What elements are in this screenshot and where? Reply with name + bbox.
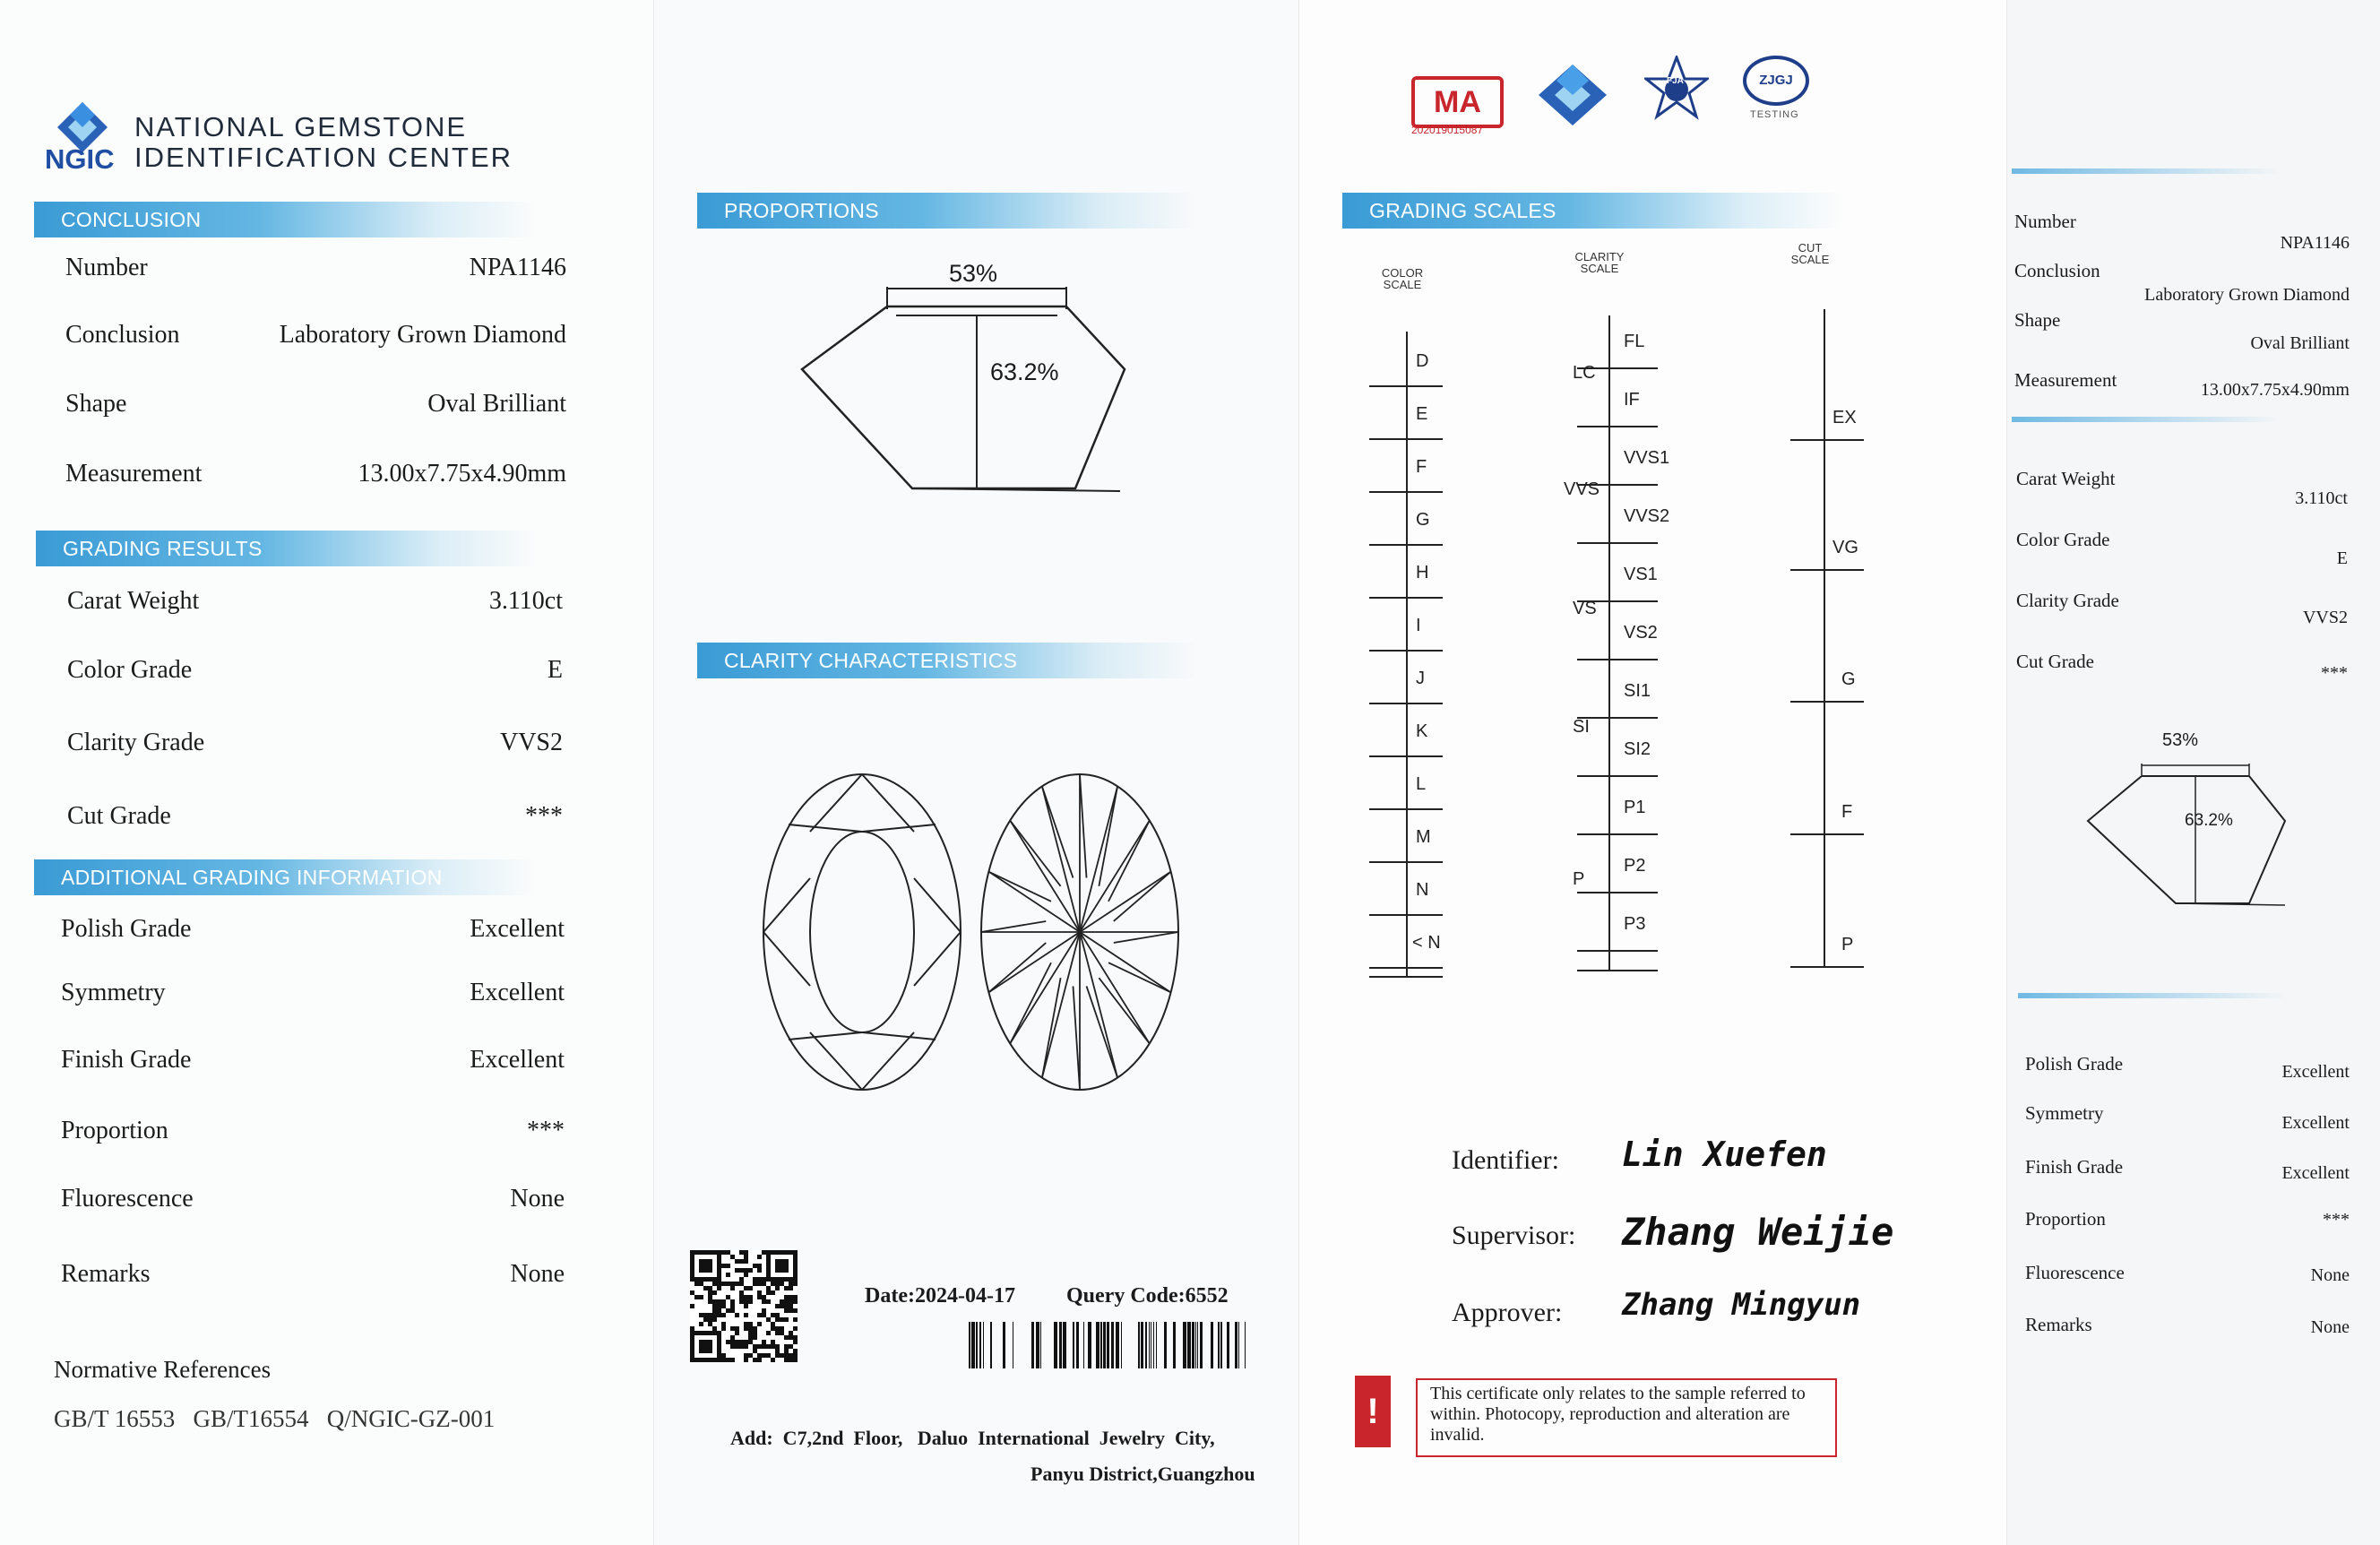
field-value: 3.110ct [488, 587, 563, 615]
color-scale-tick [1369, 967, 1443, 969]
summary-field-value: None [2310, 1265, 2350, 1285]
summary-field-value: None [2310, 1317, 2350, 1337]
report-date: Date:2024-04-17 [865, 1284, 1015, 1308]
cut-scale-tick [1790, 439, 1864, 441]
summary-table-percentage: 53% [2160, 730, 2201, 751]
field-value: E [547, 656, 563, 684]
field-label: Fluorescence [61, 1185, 194, 1213]
summary-field-value: E [2336, 548, 2348, 568]
color-scale-tick [1369, 914, 1443, 916]
barcode-icon [963, 1322, 1250, 1368]
clarity-grade-label: VVS2 [1624, 506, 1670, 526]
report-panel-scales [1299, 0, 2007, 1545]
field-label: Polish Grade [61, 915, 192, 943]
field-label: Carat Weight [67, 587, 200, 615]
field-value: Excellent [470, 915, 565, 943]
clarity-scale-tick [1577, 775, 1658, 777]
clarity-grade-label: VS2 [1624, 623, 1658, 643]
summary-field-label: Symmetry [2025, 1102, 2104, 1124]
cut-scale-tick [1790, 833, 1864, 835]
color-grade-label: F [1416, 457, 1427, 477]
section-conclusion: CONCLUSION [34, 202, 536, 237]
summary-field-value: *** [2321, 663, 2348, 683]
clarity-scale-tick [1577, 970, 1658, 971]
clarity-grade-label: IF [1624, 390, 1640, 410]
color-scale-axis [1406, 332, 1408, 977]
color-scale-tick [1369, 861, 1443, 863]
disclaimer-text: This certificate only relates to the sample referred to within. Photocopy, reproduction and alteration are invalid. [1416, 1378, 1837, 1457]
clarity-group-label: VS [1573, 599, 1597, 618]
summary-divider-top [2012, 168, 2281, 174]
fja-star-badge-icon [1644, 56, 1709, 120]
summary-field-value: Excellent [2281, 1113, 2350, 1133]
color-scale-tick [1369, 650, 1443, 652]
field-label: Proportion [61, 1117, 168, 1144]
summary-field-label: Fluorescence [2025, 1262, 2125, 1283]
cut-grade-label: G [1841, 669, 1856, 689]
clarity-group-label: SI [1573, 717, 1590, 737]
report-panel-main [0, 0, 654, 1545]
section-clarity-characteristics: CLARITY CHARACTERISTICS [697, 643, 1199, 678]
signature-role-label: Supervisor: [1452, 1221, 1576, 1250]
signature-name: Zhang Mingyun [1622, 1287, 1861, 1323]
clarity-scale-tick [1577, 950, 1658, 952]
section-grading-scales: GRADING SCALES [1342, 193, 1844, 229]
qr-code-icon[interactable] [690, 1250, 798, 1362]
org-name-line1: NATIONAL GEMSTONE [134, 111, 468, 142]
field-value: *** [527, 1117, 565, 1144]
cut-scale-tick [1790, 701, 1864, 703]
field-value: None [510, 1185, 565, 1213]
cut-grade-label: EX [1832, 408, 1857, 427]
color-scale-tick [1369, 808, 1443, 810]
clarity-grade-label: VVS1 [1624, 448, 1670, 468]
color-scale-tick [1369, 438, 1443, 440]
field-label: Clarity Grade [67, 729, 205, 756]
color-scale-tick [1369, 755, 1443, 757]
field-value: VVS2 [499, 729, 563, 756]
address-line-1: Add: C7,2nd Floor, Daluo International Jewelry City, [730, 1427, 1215, 1449]
cut-scale-axis [1824, 309, 1825, 968]
field-value: Oval Brilliant [427, 390, 566, 418]
field-label: Shape [65, 390, 127, 418]
report-panel-summary [2007, 0, 2380, 1545]
clarity-grade-label: P2 [1624, 856, 1646, 876]
summary-field-label: Cut Grade [2016, 651, 2094, 672]
color-scale-tick [1369, 976, 1443, 978]
summary-field-value: VVS2 [2302, 608, 2348, 627]
cut-grade-label: VG [1832, 538, 1858, 557]
clarity-scale-tick [1577, 542, 1658, 544]
proportions-diagram [762, 269, 1138, 502]
signature-role-label: Identifier: [1452, 1145, 1559, 1175]
color-scale-title: COLOR SCALE [1381, 266, 1424, 291]
normative-references-title: Normative References [54, 1356, 272, 1383]
section-proportions: PROPORTIONS [697, 193, 1199, 229]
clarity-grade-label: SI2 [1624, 739, 1651, 759]
summary-depth-percentage: 63.2% [2185, 811, 2233, 830]
ngic-diamond-badge-icon [1537, 63, 1608, 127]
cut-grade-label: P [1841, 935, 1854, 954]
zjgj-subtitle: TESTING [1750, 109, 1799, 120]
cma-badge-icon: MA [1411, 76, 1504, 128]
summary-field-value: Excellent [2281, 1163, 2350, 1183]
field-label: Cut Grade [67, 802, 171, 830]
cut-scale-tick [1790, 966, 1864, 968]
summary-field-label: Clarity Grade [2016, 590, 2119, 611]
signature-role-label: Approver: [1452, 1298, 1563, 1327]
field-value: Excellent [470, 979, 565, 1006]
clarity-scale-axis [1608, 315, 1610, 970]
summary-field-label: Carat Weight [2016, 468, 2116, 489]
summary-divider-bottom [2018, 993, 2287, 998]
clarity-grade-label: P3 [1624, 914, 1646, 934]
clarity-group-label: LC [1573, 363, 1596, 383]
summary-divider-mid [2012, 417, 2281, 422]
logo-text: NGIC [45, 143, 115, 175]
summary-field-label: Shape [2014, 309, 2061, 331]
summary-field-label: Polish Grade [2025, 1053, 2124, 1075]
color-grade-label: E [1416, 404, 1428, 424]
clarity-grade-label: FL [1624, 332, 1645, 351]
field-label: Finish Grade [61, 1046, 192, 1074]
field-value: NPA1146 [469, 254, 566, 281]
field-label: Conclusion [65, 321, 180, 349]
field-value: *** [525, 802, 563, 830]
table-percentage: 53% [945, 260, 1001, 288]
summary-field-label: Remarks [2025, 1314, 2092, 1335]
clarity-scale-tick [1577, 892, 1658, 893]
field-value: Excellent [470, 1046, 565, 1074]
section-additional-grading: ADDITIONAL GRADING INFORMATION [34, 859, 536, 895]
report-panel-diagrams [654, 0, 1299, 1545]
color-grade-label: N [1416, 880, 1429, 900]
clarity-group-label: P [1573, 869, 1585, 889]
color-grade-label: G [1416, 510, 1430, 530]
summary-field-value: 3.110ct [2295, 488, 2348, 508]
signature-name: Zhang Weijie [1622, 1210, 1894, 1254]
summary-field-value: 13.00x7.75x4.90mm [2200, 380, 2350, 400]
color-grade-label: H [1416, 563, 1429, 583]
color-grade-label: < N [1412, 933, 1441, 953]
summary-field-value: Oval Brilliant [2250, 333, 2350, 353]
summary-field-label: Proportion [2025, 1208, 2106, 1230]
section-grading-results: GRADING RESULTS [36, 531, 538, 566]
color-scale-tick [1369, 491, 1443, 493]
cut-grade-label: F [1841, 802, 1853, 822]
signature-name: Lin Xuefen [1622, 1135, 1827, 1174]
zjgj-badge-icon: ZJGJ [1743, 56, 1809, 106]
field-label: Color Grade [67, 656, 193, 684]
field-value: 13.00x7.75x4.90mm [358, 460, 566, 488]
depth-percentage: 63.2% [990, 358, 1059, 385]
summary-field-label: Color Grade [2016, 529, 2110, 550]
field-value: Laboratory Grown Diamond [279, 321, 566, 349]
cut-scale-tick [1790, 569, 1864, 571]
summary-field-label: Conclusion [2014, 260, 2100, 281]
summary-field-label: Number [2014, 211, 2076, 232]
summary-field-label: Finish Grade [2025, 1156, 2124, 1178]
summary-field-value: *** [2323, 1210, 2350, 1230]
org-name-line2: IDENTIFICATION CENTER [134, 142, 513, 173]
normative-references-list: GB/T 16553 GB/T16554 Q/NGIC-GZ-001 [54, 1405, 496, 1432]
summary-field-value: Excellent [2281, 1062, 2350, 1082]
clarity-scale-title: CLARITY SCALE [1574, 250, 1625, 275]
cma-number: 202019015087 [1411, 124, 1484, 136]
color-grade-label: D [1416, 351, 1429, 371]
clarity-grade-label: VS1 [1624, 565, 1658, 584]
color-grade-label: J [1416, 669, 1425, 688]
field-label: Number [65, 254, 148, 281]
color-scale-tick [1369, 597, 1443, 599]
field-value: None [510, 1260, 565, 1288]
address-line-2: Panyu District,Guangzhou [1030, 1463, 1255, 1485]
summary-field-value: NPA1146 [2280, 233, 2350, 253]
field-label: Remarks [61, 1260, 151, 1288]
clarity-scale-tick [1577, 426, 1658, 427]
field-label: Measurement [65, 460, 203, 488]
warning-icon: ! [1355, 1376, 1391, 1447]
color-scale-tick [1369, 544, 1443, 546]
color-grade-label: K [1416, 721, 1428, 741]
color-grade-label: M [1416, 827, 1431, 847]
summary-field-label: Measurement [2014, 369, 2117, 391]
summary-field-value: Laboratory Grown Diamond [2144, 285, 2350, 305]
color-grade-label: I [1416, 616, 1421, 635]
query-code: Query Code:6552 [1066, 1284, 1229, 1308]
clarity-group-label: VVS [1564, 479, 1600, 499]
fja-text: FJA [1667, 76, 1684, 86]
clarity-scale-tick [1577, 833, 1658, 835]
clarity-grade-label: SI1 [1624, 681, 1651, 701]
color-grade-label: L [1416, 774, 1427, 794]
color-scale-tick [1369, 385, 1443, 387]
clarity-scale-tick [1577, 659, 1658, 660]
clarity-grade-label: P1 [1624, 798, 1646, 817]
cut-scale-title: CUT SCALE [1790, 241, 1830, 266]
clarity-plot-diagram [762, 771, 1183, 1093]
field-label: Symmetry [61, 979, 166, 1006]
color-scale-tick [1369, 703, 1443, 704]
